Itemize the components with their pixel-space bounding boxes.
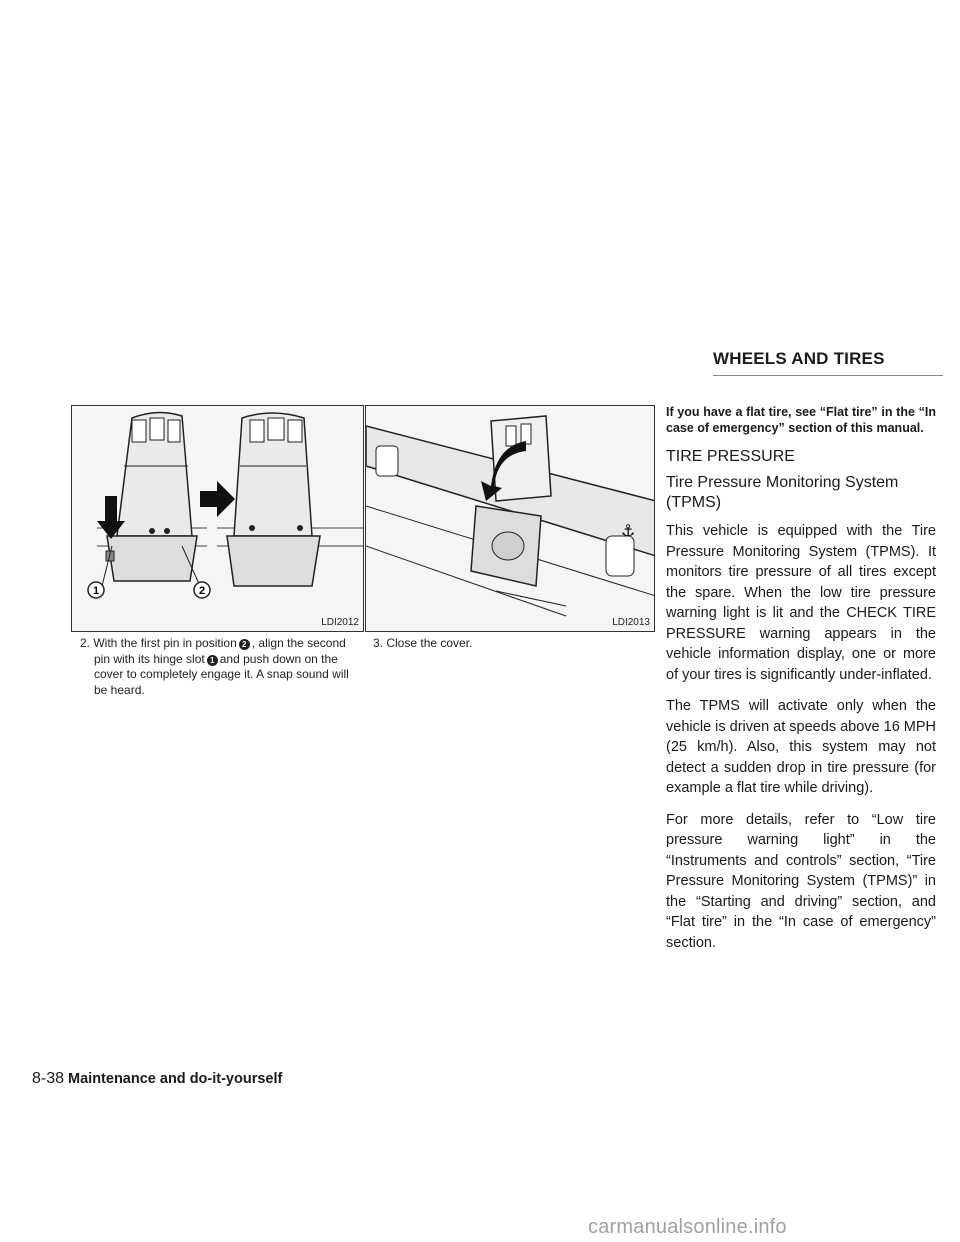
page-footer xyxy=(32,1070,282,1088)
svg-text:⚓: ⚓ xyxy=(621,521,636,540)
illustration-close-cover xyxy=(366,406,655,632)
caption-step-2 xyxy=(80,636,362,698)
caption-text: 2. With the first pin in position xyxy=(80,636,237,650)
figure-code: LDI2012 xyxy=(321,617,359,628)
figure-code: LDI2013 xyxy=(612,617,650,628)
callout-2-label: 2 xyxy=(198,585,206,597)
body-paragraph: For more details, refer to “Low tire pressure warning light” in the “Instruments and controls” section, “Tire Pressure Monitoring System (TPMS)” in the “Starting and driving” section, and “Flat tire” in the “In case of emergency” section. xyxy=(666,811,936,951)
illustration-cover-hinge xyxy=(72,406,364,632)
section-heading: TIRE PRESSURE xyxy=(666,448,795,465)
caption-text: , align the second pin with its hinge slot xyxy=(94,636,346,666)
header-rule xyxy=(713,375,943,376)
callout-badge: 1 xyxy=(207,655,218,666)
subsection-heading: Tire Pressure Monitoring System (TPMS) xyxy=(666,474,899,511)
page-number: 8-38 xyxy=(32,1070,65,1087)
chapter-title: Maintenance and do-it-yourself xyxy=(68,1071,283,1087)
caption-text: and push down on the cover to completely engage it. A snap sound will be heard. xyxy=(94,651,349,697)
figure-cover-pin-alignment xyxy=(71,405,364,632)
body-paragraph: The TPMS will activate only when the vehicle is driven at speeds above 16 MPH (25 km/h). Also, this system may not detect a sudden drop in tire pressure (for example a flat tire while driving). xyxy=(666,698,937,796)
section-header: WHEELS AND TIRES xyxy=(713,349,885,368)
callout-badge: 2 xyxy=(239,639,250,650)
watermark: carmanualsonline.info xyxy=(588,1216,787,1238)
figure-close-cover xyxy=(365,405,655,632)
callout-1-label: 1 xyxy=(92,585,100,597)
body-column xyxy=(666,405,936,964)
caption-step-3: 3. Close the cover. xyxy=(373,636,473,650)
flat-tire-note: If you have a flat tire, see “Flat tire” in the “In case of emergency” section of this manual. xyxy=(666,405,936,435)
body-paragraph: This vehicle is equipped with the Tire Pressure Monitoring System (TPMS). It monitors tire pressure of all tires except the spare. When the low tire pressure warning light is lit and the CHECK TIRE PRESSURE warning appears in the vehicle information display, one or more of your tires is significantly under-inflated. xyxy=(666,523,936,683)
